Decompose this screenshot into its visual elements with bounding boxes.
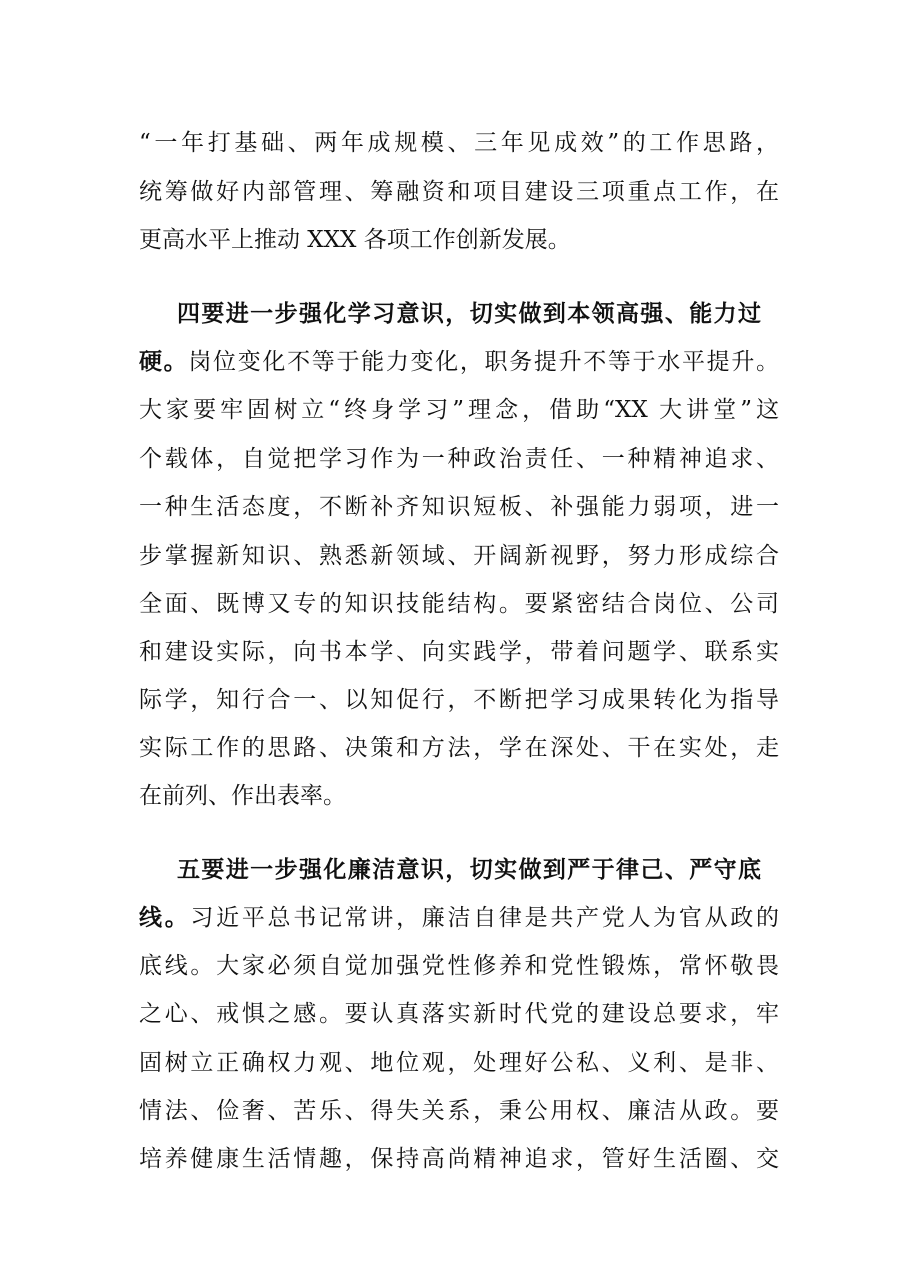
paragraph-line: 培养健康生活情趣，保持高尚精神追求，管好生活圈、交 bbox=[139, 1146, 779, 1172]
paragraph-line: 固树立正确权力观、地位观，处理好公私、义利、是非、 bbox=[139, 1050, 779, 1076]
section-heading: 四要进一步强化学习意识，切实做到本领高强、能力过 bbox=[177, 300, 761, 327]
paragraph-line: 底线。大家必须自觉加强党性修养和党性锻炼，常怀敬畏 bbox=[139, 953, 779, 979]
paragraph-line: 更高水平上推动 XXX 各项工作创新发展。 bbox=[139, 227, 571, 253]
section-heading-end: 硬。 bbox=[139, 348, 189, 375]
section-heading: 五要进一步强化廉洁意识，切实做到严于律己、严守底 bbox=[177, 856, 761, 883]
paragraph-line: 大家要牢固树立“终身学习”理念，借助“XX 大讲堂”这 bbox=[139, 397, 779, 423]
paragraph-text: 习近平总书记常讲，廉洁自律是共产党人为官从政的 bbox=[190, 905, 780, 931]
paragraph-line: 全面、既博又专的知识技能结构。要紧密结合岗位、公司 bbox=[139, 591, 779, 617]
paragraph-line: 步掌握新知识、熟悉新领域、开阔新视野，努力形成综合 bbox=[139, 543, 779, 569]
paragraph-line: 情法、俭奢、苦乐、得失关系，秉公用权、廉洁从政。要 bbox=[139, 1098, 779, 1124]
paragraph-line: 统筹做好内部管理、筹融资和项目建设三项重点工作，在 bbox=[139, 179, 779, 205]
paragraph-line: 一种生活态度，不断补齐知识短板、补强能力弱项，进一 bbox=[139, 494, 779, 520]
paragraph-line: 和建设实际，向书本学、向实践学，带着问题学、联系实 bbox=[139, 639, 779, 665]
section-heading-end: 线。 bbox=[139, 904, 191, 931]
paragraph-text: 岗位变化不等于能力变化，职务提升不等于水平提升。 bbox=[188, 349, 780, 375]
paragraph-line: 际学，知行合一、以知促行，不断把学习成果转化为指导 bbox=[139, 687, 779, 713]
paragraph-line: “一年打基础、两年成规模、三年见成效”的工作思路， bbox=[139, 130, 779, 156]
paragraph-line: 在前列、作出表率。 bbox=[139, 783, 346, 809]
paragraph-line: 实际工作的思路、决策和方法，学在深处、干在实处，走 bbox=[139, 735, 779, 761]
paragraph-line: 个载体，自觉把学习作为一种政治责任、一种精神追求、 bbox=[139, 446, 779, 472]
paragraph-line: 之心、戒惧之感。要认真落实新时代党的建设总要求，牢 bbox=[139, 1001, 779, 1027]
paragraph-line bbox=[139, 902, 779, 934]
paragraph-line bbox=[139, 346, 779, 378]
